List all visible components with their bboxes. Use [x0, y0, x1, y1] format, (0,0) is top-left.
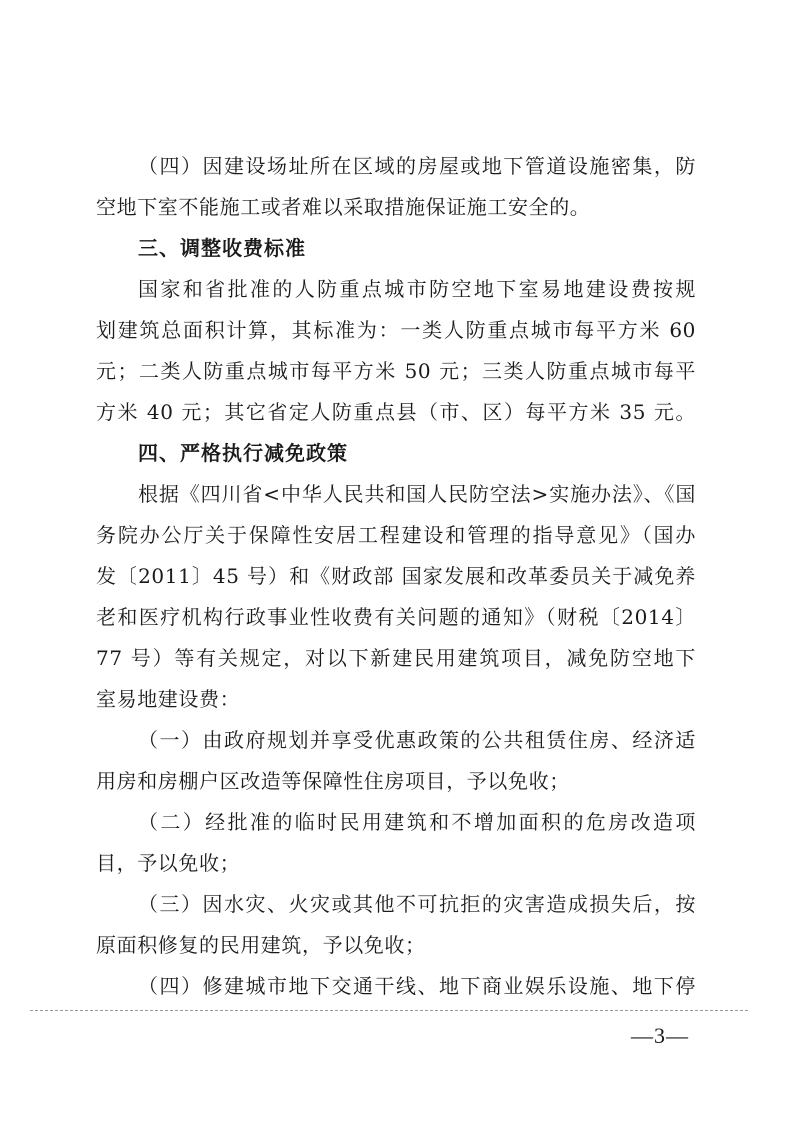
paragraph-line: （一）由政府规划并享受优惠政策的公共租赁住房、经济适 — [138, 728, 696, 752]
paragraph-line-last: （四）修建城市地下交通干线、地下商业娱乐设施、地下停 — [138, 974, 696, 998]
paragraph-line: 目，予以免收； — [96, 851, 241, 875]
paragraph-line: 空地下室不能施工或者难以采取措施保证施工安全的。 — [96, 195, 591, 219]
paragraph-line: （四）因建设场址所在区域的房屋或地下管道设施密集，防 — [138, 154, 696, 178]
paragraph-line: 老和医疗机构行政事业性收费有关问题的通知》（财税〔2014〕 — [96, 605, 696, 629]
page-number: —3— — [631, 1023, 689, 1048]
paragraph-line: 根据《四川省<中华人民共和国人民防空法>实施办法》、《国 — [138, 482, 696, 506]
paragraph-line: 务院办公厅关于保障性安居工程建设和管理的指导意见》（国办 — [96, 523, 696, 547]
paragraph-line: 划建筑总面积计算，其标准为：一类人防重点城市每平方米 60 — [96, 318, 696, 342]
paragraph-line: 原面积修复的民用建筑，予以免收； — [96, 933, 426, 957]
paragraph-line: 用房和房棚户区改造等保障性住房项目，予以免收； — [96, 769, 570, 793]
paragraph-line: （三）因水灾、火灾或其他不可抗拒的灾害造成损失后，按 — [138, 892, 696, 916]
paragraph-line: 元；二类人防重点城市每平方米 50 元；三类人防重点城市每平 — [96, 359, 696, 383]
footer-divider — [30, 1010, 748, 1011]
paragraph-line: 发〔2011〕45 号）和《财政部 国家发展和改革委员关于减免养 — [96, 564, 696, 588]
section-heading: 四、严格执行减免政策 — [138, 441, 348, 465]
paragraph-line: 方米 40 元；其它省定人防重点县（市、区）每平方米 35 元。 — [96, 400, 696, 424]
paragraph-line: 室易地建设费： — [96, 687, 241, 711]
paragraph-line: （二）经批准的临时民用建筑和不增加面积的危房改造项 — [138, 810, 696, 834]
paragraph-line: 国家和省批准的人防重点城市防空地下室易地建设费按规 — [138, 277, 696, 301]
paragraph-line: 77 号）等有关规定，对以下新建民用建筑项目，减免防空地下 — [96, 646, 696, 670]
section-heading: 三、调整收费标准 — [138, 236, 306, 260]
